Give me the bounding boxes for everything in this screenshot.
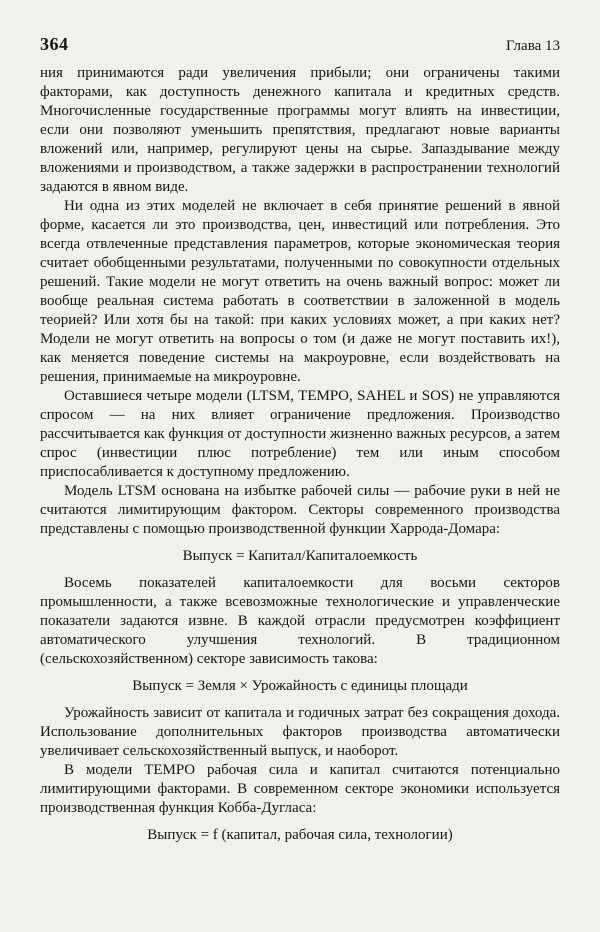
page-number: 364 <box>40 34 69 54</box>
paragraph: Урожайность зависит от капитала и годичных затрат без сокращения дохода. Использование дополнительных факторов производства автоматически увеличивает сельскохозяйственный выпуск, и наоборот. <box>40 705 560 759</box>
running-head <box>40 34 560 55</box>
paragraph: Восемь показателей капиталоемкости для восьми секторов промышленности, а также всевозможные технологические и управленческие показатели задаются извне. В каждой отрасли предусмотрен коэффициент автоматического улучшения технологий. В традиционном (сельскохозяйственном) секторе зависимость такова: <box>40 575 560 667</box>
formula: Выпуск = f (капитал, рабочая сила, технологии) <box>147 827 453 843</box>
formula: Выпуск = Капитал/Капиталоемкость <box>182 548 418 564</box>
paragraph: Ни одна из этих моделей не включает в себя принятие решений в явной форме, касается ли это производства, цен, инвестиций или потребления. Это всегда отвлеченные представления параметров, которые экономическая теория считает обобщенными результатами, полученными по совокупности отдельных решений. Такие модели не могут ответить на очень важный вопрос: может ли вообще реальная система работать в соответствии в заложенной в модель теорией? Или хотя бы на такой: при каких условиях может, а при каких нет? Модели не могут ответить на вопросы о том (и даже не могут поставить их!), как меняется поведение системы на макроуровне, если воздействовать на решения, принимаемые на микроуровне. <box>40 198 560 385</box>
page-body <box>40 64 560 845</box>
paragraph: Модель LTSM основана на избытке рабочей силы — рабочие руки в ней не считаются лимитирующим фактором. Секторы современного производства представлены с помощью производственной функции Харрода-Домара: <box>40 483 560 537</box>
paragraph: ния принимаются ради увеличения прибыли; они ограничены такими факторами, как доступность денежного капитала и кредитных средств. Многочисленные государственные программы могут влиять на инвестиции, если они позволяют уменьшить препятствия, предлагают новые варианты вложений или, например, регулируют цены на сырье. Запаздывание между вложениями и производством, а также задержки в распространении технологий задаются в явном виде. <box>40 65 560 195</box>
paragraph: В модели TEMPO рабочая сила и капитал считаются потенциально лимитирующими факторами. В современном секторе экономики используется производственная функция Кобба-Дугласа: <box>40 762 560 816</box>
chapter-header: Глава 13 <box>506 38 560 54</box>
formula: Выпуск = Земля × Урожайность с единицы площади <box>132 678 468 694</box>
paragraph: Оставшиеся четыре модели (LTSM, TEMPO, SAHEL и SOS) не управляются спросом — на них влияет ограничение предложения. Производство рассчитывается как функция от доступности жизненно важных ресурсов, а затем спрос (инвестиции плюс потребление) тем или иным способом приспосабливается к доступному предложению. <box>40 388 560 480</box>
